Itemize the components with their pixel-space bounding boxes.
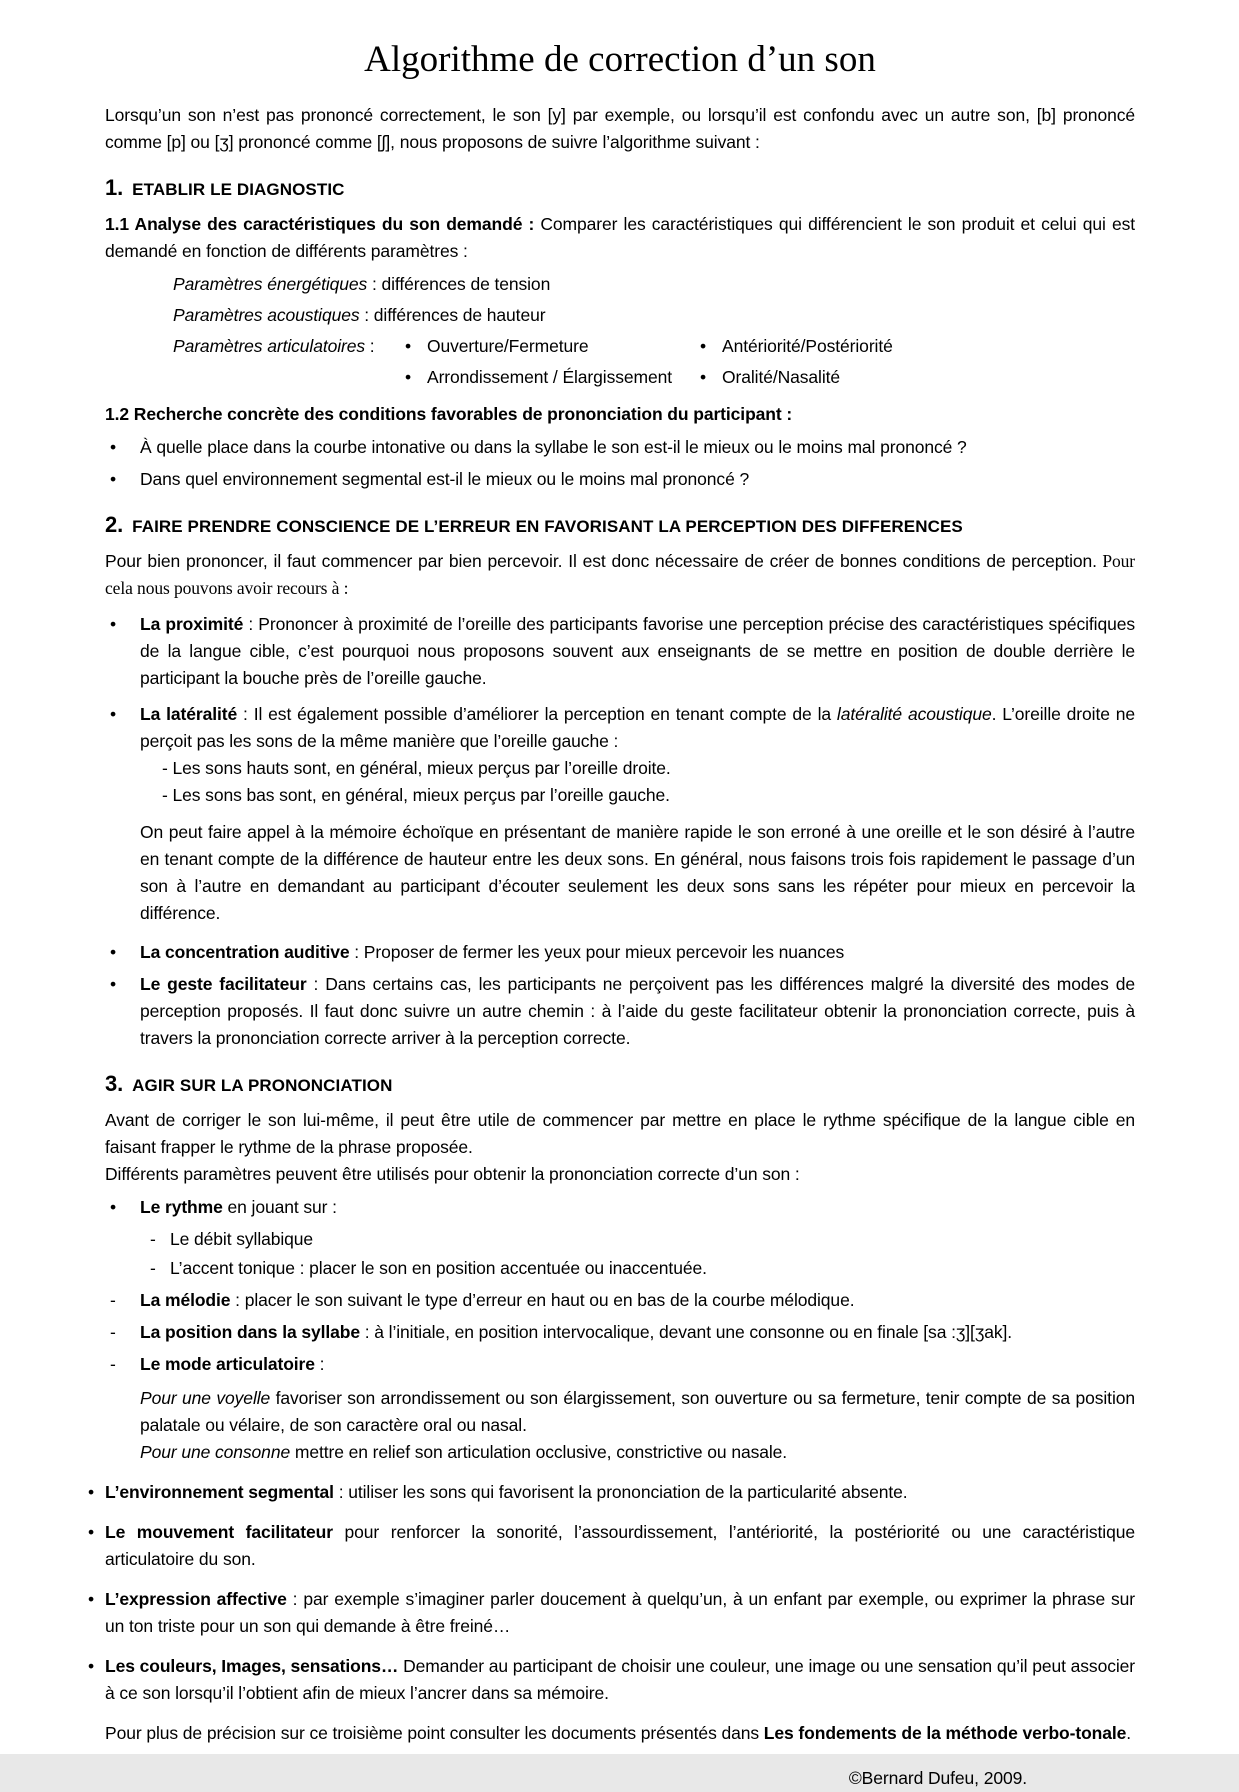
bullet-rythme [110,1194,1135,1221]
voyelle-paragraph-body: favoriser son arrondissement ou son élargissement, son ouverture ou sa fermeture, tenir compte de sa position palatale ou vélaire, de son caractère oral ou nasal. [140,1388,1136,1435]
bullet-expression-text [105,1586,1135,1640]
artic-item-anteriorite-label: Antériorité/Postériorité [722,336,893,356]
bullet-icon: • [110,614,117,634]
question-bullet-1-text: À quelle place dans la courbe intonative ou dans la syllabe le son est-il le mieux ou le moins mal prononcé ? [140,437,967,457]
bullet-icon: • [110,1197,117,1217]
bullet-proximite-lead: La proximité [140,614,244,634]
dash-mode-text [140,1351,1135,1378]
bullet-geste [110,971,1135,1052]
bullet-icon: • [110,942,117,962]
section-1-title: ETABLIR LE DIAGNOSTIC [132,180,345,199]
bullet-icon: • [110,974,117,994]
consonne-paragraph-lead: Pour une consonne [140,1442,291,1462]
artic-item-anteriorite [700,333,1135,360]
bullet-concentration-text [140,939,1135,966]
bullet-icon: • [700,336,707,356]
bullet-geste-body: : Dans certains cas, les participants ne perçoivent pas les différences malgré la diversité des modes de perception proposés. Il faut donc suivre un autre chemin : à l’aide du geste facilitateur obtenir la prononciation correcte, puis à travers la prononciation correcte arriver à la perception correcte. [140,974,1135,1048]
bullet-couleurs-body: Demander au participant de choisir une couleur, une image ou une sensation qu’il peut associer à ce son lorsqu’il l’obtient afin de mieux l’ancrer dans sa mémoire. [105,1656,1136,1703]
bullet-icon: • [405,336,412,356]
closing-text-2: . [1126,1723,1132,1743]
question-bullet-2 [110,466,1135,493]
param-articulatoires-label [173,333,405,360]
section-2-intro-serif: Pour cela nous pouvons avoir recours à : [105,551,1135,598]
section-2-intro [105,548,1135,602]
dash-position-lead: La position dans la syllabe [140,1322,360,1342]
dash-mode-lead: Le mode articulatoire [140,1354,315,1374]
bullet-lateralite-body-2: . L’oreille droite ne perçoit pas les sons de la même manière que l’oreille gauche : [140,704,1136,751]
bullet-icon: • [88,1482,95,1502]
artic-item-arrondissement-label: Arrondissement / Élargissement [427,367,673,387]
param-articulatoires-spacer [173,364,405,391]
bullet-environnement-lead: L’environnement segmental [105,1482,334,1502]
bullet-icon: • [405,367,412,387]
bullet-couleurs-lead: Les couleurs, Images, sensations… [105,1656,399,1676]
dash-mode-body: : [314,1354,325,1374]
bullet-mouvement-body: pour renforcer la sonorité, l’assourdissement, l’antériorité, la postériorité ou une caractéristique articulatoire du son. [105,1522,1135,1569]
echo-memory-paragraph: On peut faire appel à la mémoire échoïque en présentant de manière rapide le son erroné à une oreille et le son désiré à l’autre en tenant compte de la différence de hauteur entre les deux sons. En général, nous faisons trois fois rapidement le passage d’un son à l’autre en demandant au participant d’écouter seulement les deux sons sans les répéter pour mieux en percevoir la différence. [140,822,1135,923]
bullet-lateralite [110,701,1135,809]
dash-position-text [140,1319,1135,1346]
section-1-heading [105,174,1135,203]
dash-icon: - [110,1290,116,1310]
consonne-paragraph [140,1439,1135,1466]
bullet-icon: • [110,469,117,489]
bullet-expression-body: : par exemple s’imaginer parler doucement à quelqu’un, à un enfant par exemple, ou exprimer la phrase sur un ton triste pour un son qui demande à être freiné… [105,1589,1135,1636]
bullet-lateralite-body-1: : Il est également possible d’améliorer la perception en tenant compte de la [237,704,837,724]
intro-paragraph: Lorsqu’un son n’est pas prononcé correctement, le son [y] par exemple, ou lorsqu’il est confondu avec un autre son, [b] prononcé comme [p] ou [ʒ] prononcé comme [ʃ], nous proposons de suivre l’algorithme suivant : [105,105,1135,152]
rythme-subitem-accent [150,1255,1135,1282]
section-2-number: 2. [105,512,124,537]
bullet-rythme-text [140,1194,1135,1221]
section-1-number: 1. [105,175,124,200]
paragraph-1-1 [105,211,1135,265]
dash-melodie-lead: La mélodie [140,1290,231,1310]
param-articulatoires-row-1 [173,333,1135,360]
bullet-concentration [110,939,1135,966]
bullet-concentration-body: : Proposer de fermer les yeux pour mieux percevoir les nuances [349,942,845,962]
lateralite-subitem-1: - Les sons hauts sont, en général, mieux perçus par l’oreille droite. [162,758,671,778]
param-acoustiques-text: : différences de hauteur [359,305,546,325]
param-energetiques [173,271,1135,298]
lateralite-subitem-2: - Les sons bas sont, en général, mieux perçus par l’oreille gauche. [162,785,670,805]
consonne-paragraph-body: mettre en relief son articulation occlusive, constrictive ou nasale. [290,1442,788,1462]
bullet-rythme-body: en jouant sur : [222,1197,337,1217]
bullet-rythme-lead: Le rythme [140,1197,223,1217]
dash-position [110,1319,1135,1346]
bullet-mouvement-text [105,1519,1135,1573]
question-bullet-2-text: Dans quel environnement segmental est-il le mieux ou le moins mal prononcé ? [140,469,750,489]
bullet-geste-lead: Le geste facilitateur [140,974,307,994]
paragraph-1-1-text: Comparer les caractéristiques qui différencient le son produit et celui qui est demandé en fonction de différents paramètres : [105,214,1135,261]
copyright-line: ©Bernard Dufeu, 2009. [848,1767,1027,1788]
param-articulatoires-colon: : [365,336,375,356]
section-3-title: AGIR SUR LA PRONONCIATION [132,1076,393,1095]
dash-icon: - [150,1229,156,1249]
bullet-icon: • [88,1589,95,1609]
section-3-number: 3. [105,1071,124,1096]
dash-melodie [110,1287,1135,1314]
voyelle-paragraph [140,1385,1135,1439]
bullet-lateralite-lead: La latéralité [140,704,238,724]
paragraph-1-2-lead: 1.2 Recherche concrète des conditions favorables de prononciation du participant : [105,404,793,424]
bullet-expression-lead: L’expression affective [105,1589,287,1609]
dash-melodie-text [140,1287,1135,1314]
param-articulatoires-row-2 [173,364,1135,391]
artic-item-oralite-label: Oralité/Nasalité [722,367,841,387]
bullet-icon: • [110,704,117,724]
bullet-geste-text [140,971,1135,1052]
bullet-icon: • [700,367,707,387]
rythme-subitem-debit [150,1226,1135,1253]
question-bullet-1 [110,434,1135,461]
bullet-expression [88,1586,1135,1640]
section-2-heading [105,511,1135,540]
bullet-icon: • [88,1522,95,1542]
section-3-heading [105,1070,1135,1099]
bullet-proximite-text [140,611,1135,692]
dash-icon: - [110,1322,116,1342]
bullet-environnement-body: : utiliser les sons qui favorisent la prononciation de la particularité absente. [333,1482,908,1502]
rythme-subitem-accent-text: L’accent tonique : placer le son en position accentuée ou inaccentuée. [170,1258,707,1278]
bullet-lateralite-text [140,701,1135,809]
bullet-icon: • [88,1656,95,1676]
param-acoustiques [173,302,1135,329]
section-2-intro-sans: Pour bien prononcer, il faut commencer par bien percevoir. Il est donc nécessaire de créer de bonnes conditions de perception. [105,551,1097,571]
bullet-couleurs [88,1653,1135,1707]
bullet-concentration-lead: La concentration auditive [140,942,350,962]
bullet-lateralite-italic: latéralité acoustique [836,704,992,724]
artic-item-ouverture [405,333,700,360]
rythme-subitem-debit-text: Le débit syllabique [170,1229,314,1249]
dash-position-body: : à l’initiale, en position intervocalique, devant une consonne ou en finale [sa :ʒ][ʒak]. [360,1322,1013,1342]
page-title: Algorithme de correction d’un son [364,39,876,80]
param-energetiques-text: : différences de tension [367,274,551,294]
param-articulatoires-label-italic: Paramètres articulatoires [173,336,366,356]
section-3-paragraph-1: Avant de corriger le son lui-même, il peut être utile de commencer par mettre en place le rythme spécifique de la langue cible en faisant frapper le rythme de la phrase proposée. [105,1110,1135,1157]
bullet-proximite-body: : Prononcer à proximité de l’oreille des participants favorise une perception précise des caractéristiques spécifiques de la langue cible, c’est pourquoi nous proposons souvent aux enseignants de se mettre en position de double derrière le participant la bouche près de l’oreille gauche. [140,614,1135,688]
bullet-icon: • [110,437,117,457]
dash-melodie-body: : placer le son suivant le type d’erreur en haut ou en bas de la courbe mélodique. [230,1290,855,1310]
dash-icon: - [150,1258,156,1278]
closing-bold: Les fondements de la méthode verbo-tonale [763,1723,1127,1743]
bullet-mouvement-lead: Le mouvement facilitateur [105,1522,333,1542]
bullet-environnement-text [105,1479,1135,1506]
voyelle-paragraph-lead: Pour une voyelle [140,1388,271,1408]
closing-paragraph [105,1720,1135,1747]
section-3-paragraph-2: Différents paramètres peuvent être utilisés pour obtenir la prononciation correcte d’un son : [105,1164,800,1184]
paragraph-1-1-lead: 1.1 Analyse des caractéristiques du son demandé : [105,214,535,234]
closing-text-1: Pour plus de précision sur ce troisième point consulter les documents présentés dans [105,1723,764,1743]
artic-item-ouverture-label: Ouverture/Fermeture [427,336,589,356]
artic-item-arrondissement [405,364,700,391]
bullet-couleurs-text [105,1653,1135,1707]
param-energetiques-label: Paramètres énergétiques [173,274,368,294]
bullet-mouvement [88,1519,1135,1573]
dash-icon: - [110,1354,116,1374]
artic-item-oralite [700,364,1135,391]
bullet-environnement [88,1479,1135,1506]
section-2-title: FAIRE PRENDRE CONSCIENCE DE L’ERREUR EN FAVORISANT LA PERCEPTION DES DIFFERENCES [132,517,963,536]
dash-mode [110,1351,1135,1378]
bullet-proximite [110,611,1135,692]
param-acoustiques-label: Paramètres acoustiques [173,305,360,325]
